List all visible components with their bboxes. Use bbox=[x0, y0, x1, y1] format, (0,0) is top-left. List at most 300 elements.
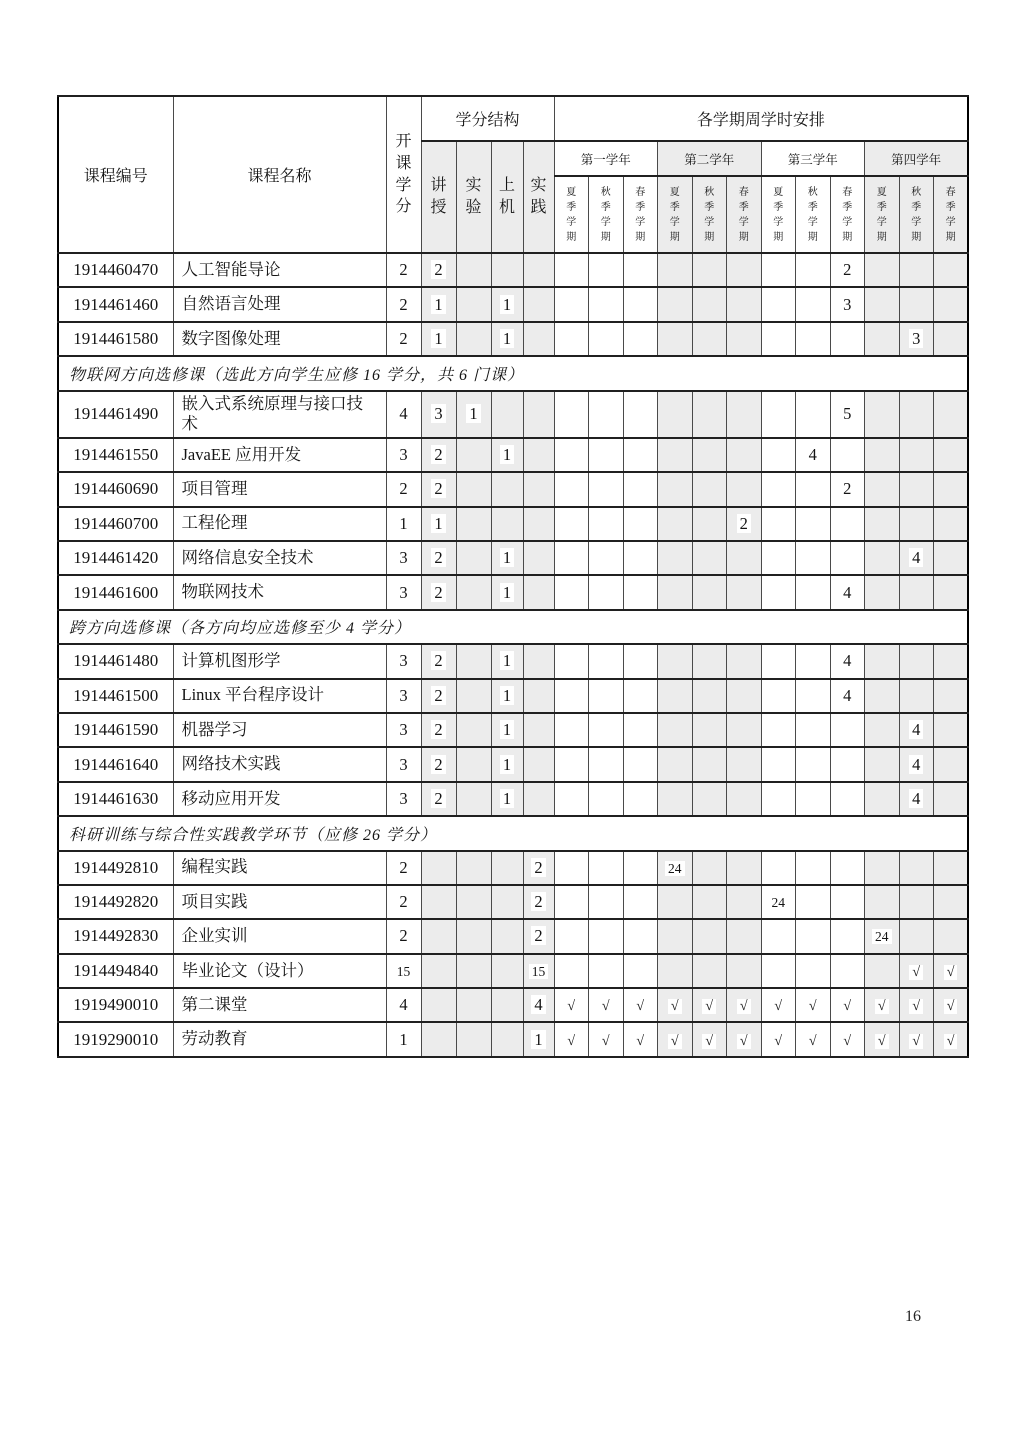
schedule-cell bbox=[727, 919, 762, 953]
structure-col-label: 讲授 bbox=[430, 177, 447, 216]
schedule-cell bbox=[727, 472, 762, 506]
header-year-1: 第一学年 bbox=[554, 141, 658, 176]
schedule-cell bbox=[727, 713, 762, 747]
schedule-cell: 3 bbox=[830, 287, 865, 321]
schedule-cell bbox=[692, 541, 727, 575]
header-semester: 秋季学期 bbox=[899, 176, 934, 253]
structure-cell: 1 bbox=[491, 287, 523, 321]
schedule-cell bbox=[623, 747, 658, 781]
course-name-cell: 第二课堂 bbox=[173, 988, 386, 1022]
schedule-cell bbox=[865, 391, 900, 438]
structure-cell bbox=[523, 644, 554, 678]
course-id-cell: 1914492830 bbox=[58, 919, 173, 953]
schedule-cell bbox=[623, 679, 658, 713]
schedule-cell bbox=[589, 472, 624, 506]
structure-cell: 1 bbox=[491, 644, 523, 678]
header-year-3: 第三学年 bbox=[761, 141, 865, 176]
schedule-cell bbox=[761, 954, 796, 988]
structure-cell bbox=[491, 885, 523, 919]
schedule-cell bbox=[796, 472, 831, 506]
credits-cell: 3 bbox=[386, 713, 421, 747]
structure-cell bbox=[491, 472, 523, 506]
schedule-cell bbox=[899, 679, 934, 713]
structure-cell bbox=[456, 782, 491, 816]
table-header bbox=[58, 96, 968, 253]
course-row bbox=[58, 472, 968, 506]
schedule-cell: √ bbox=[761, 988, 796, 1022]
schedule-cell bbox=[589, 287, 624, 321]
schedule-cell bbox=[796, 322, 831, 356]
schedule-cell bbox=[761, 253, 796, 287]
schedule-cell bbox=[796, 391, 831, 438]
table-body bbox=[58, 253, 968, 1057]
schedule-cell: √ bbox=[727, 988, 762, 1022]
schedule-cell bbox=[934, 287, 969, 321]
course-row bbox=[58, 1022, 968, 1056]
structure-cell bbox=[523, 287, 554, 321]
schedule-cell: 4 bbox=[830, 644, 865, 678]
schedule-cell bbox=[692, 851, 727, 885]
schedule-cell bbox=[658, 679, 693, 713]
schedule-cell bbox=[796, 541, 831, 575]
schedule-cell bbox=[554, 575, 589, 609]
schedule-cell bbox=[692, 575, 727, 609]
schedule-cell bbox=[692, 287, 727, 321]
schedule-cell bbox=[761, 438, 796, 472]
header-semester: 春季学期 bbox=[623, 176, 658, 253]
structure-cell: 15 bbox=[523, 954, 554, 988]
structure-cell bbox=[456, 644, 491, 678]
header-course-id: 课程编号 bbox=[58, 96, 173, 253]
curriculum-table bbox=[57, 95, 969, 1058]
course-name-cell: 劳动教育 bbox=[173, 1022, 386, 1056]
course-name-cell: 项目实践 bbox=[173, 885, 386, 919]
credits-cell: 3 bbox=[386, 747, 421, 781]
credits-cell: 2 bbox=[386, 885, 421, 919]
schedule-cell bbox=[727, 644, 762, 678]
schedule-cell: √ bbox=[934, 988, 969, 1022]
schedule-cell bbox=[830, 782, 865, 816]
schedule-cell bbox=[623, 713, 658, 747]
schedule-cell bbox=[554, 782, 589, 816]
structure-cell bbox=[456, 919, 491, 953]
schedule-cell bbox=[589, 782, 624, 816]
schedule-cell bbox=[830, 322, 865, 356]
structure-cell bbox=[456, 507, 491, 541]
schedule-cell: √ bbox=[796, 988, 831, 1022]
structure-cell bbox=[421, 885, 456, 919]
structure-cell: 1 bbox=[456, 391, 491, 438]
section-row bbox=[58, 610, 968, 644]
structure-cell bbox=[456, 954, 491, 988]
section-label: 跨方向选修课（各方向均应选修至少 4 学分） bbox=[58, 610, 968, 644]
structure-cell: 1 bbox=[523, 1022, 554, 1056]
schedule-cell bbox=[865, 507, 900, 541]
schedule-cell bbox=[658, 782, 693, 816]
schedule-cell bbox=[692, 438, 727, 472]
schedule-cell: √ bbox=[589, 1022, 624, 1056]
course-row bbox=[58, 391, 968, 438]
schedule-cell bbox=[727, 541, 762, 575]
schedule-cell bbox=[727, 782, 762, 816]
schedule-cell bbox=[899, 885, 934, 919]
credits-cell: 3 bbox=[386, 644, 421, 678]
schedule-cell bbox=[589, 253, 624, 287]
schedule-cell bbox=[692, 391, 727, 438]
course-id-cell: 1914461600 bbox=[58, 575, 173, 609]
course-name-cell: 人工智能导论 bbox=[173, 253, 386, 287]
schedule-cell bbox=[623, 885, 658, 919]
schedule-cell bbox=[623, 253, 658, 287]
schedule-cell: √ bbox=[830, 1022, 865, 1056]
structure-cell: 2 bbox=[523, 851, 554, 885]
course-name-cell: JavaEE 应用开发 bbox=[173, 438, 386, 472]
schedule-cell: 24 bbox=[658, 851, 693, 885]
header-course-name: 课程名称 bbox=[173, 96, 386, 253]
schedule-cell: 2 bbox=[727, 507, 762, 541]
schedule-cell bbox=[796, 919, 831, 953]
schedule-cell bbox=[554, 472, 589, 506]
structure-cell bbox=[523, 322, 554, 356]
credits-cell: 2 bbox=[386, 851, 421, 885]
schedule-cell bbox=[761, 644, 796, 678]
structure-cell: 2 bbox=[421, 747, 456, 781]
schedule-cell bbox=[692, 919, 727, 953]
structure-cell bbox=[523, 713, 554, 747]
schedule-cell bbox=[796, 575, 831, 609]
schedule-cell bbox=[865, 644, 900, 678]
schedule-cell bbox=[934, 679, 969, 713]
schedule-cell bbox=[727, 885, 762, 919]
course-name-cell: 移动应用开发 bbox=[173, 782, 386, 816]
schedule-cell bbox=[796, 507, 831, 541]
course-id-cell: 1914492810 bbox=[58, 851, 173, 885]
course-id-cell: 1914461580 bbox=[58, 322, 173, 356]
schedule-cell: 4 bbox=[899, 713, 934, 747]
course-row bbox=[58, 954, 968, 988]
course-name-cell: 编程实践 bbox=[173, 851, 386, 885]
schedule-cell bbox=[623, 851, 658, 885]
structure-cell bbox=[421, 954, 456, 988]
schedule-cell bbox=[934, 782, 969, 816]
course-id-cell: 1914492820 bbox=[58, 885, 173, 919]
schedule-cell bbox=[865, 851, 900, 885]
header-credits-label: 开课学分 bbox=[395, 133, 412, 216]
schedule-cell bbox=[796, 885, 831, 919]
structure-cell: 1 bbox=[491, 679, 523, 713]
credits-cell: 2 bbox=[386, 919, 421, 953]
header-credits bbox=[386, 96, 421, 253]
course-id-cell: 1914494840 bbox=[58, 954, 173, 988]
structure-cell bbox=[456, 713, 491, 747]
schedule-cell bbox=[658, 322, 693, 356]
schedule-cell bbox=[865, 541, 900, 575]
structure-cell bbox=[523, 575, 554, 609]
schedule-cell: √ bbox=[934, 1022, 969, 1056]
schedule-cell bbox=[658, 253, 693, 287]
schedule-cell bbox=[830, 919, 865, 953]
schedule-cell bbox=[554, 287, 589, 321]
course-id-cell: 1914461550 bbox=[58, 438, 173, 472]
schedule-cell bbox=[830, 507, 865, 541]
schedule-cell bbox=[727, 322, 762, 356]
schedule-cell bbox=[692, 954, 727, 988]
structure-cell: 1 bbox=[421, 322, 456, 356]
course-id-cell: 1914461640 bbox=[58, 747, 173, 781]
schedule-cell bbox=[934, 507, 969, 541]
header-semester: 夏季学期 bbox=[761, 176, 796, 253]
schedule-cell bbox=[865, 438, 900, 472]
schedule-cell: 4 bbox=[899, 541, 934, 575]
schedule-cell: 2 bbox=[830, 253, 865, 287]
schedule-cell: 24 bbox=[761, 885, 796, 919]
course-name-cell: Linux 平台程序设计 bbox=[173, 679, 386, 713]
schedule-cell bbox=[692, 713, 727, 747]
schedule-cell: √ bbox=[589, 988, 624, 1022]
schedule-cell bbox=[727, 253, 762, 287]
structure-cell bbox=[491, 988, 523, 1022]
header-semester: 春季学期 bbox=[830, 176, 865, 253]
structure-cell bbox=[456, 747, 491, 781]
course-row bbox=[58, 541, 968, 575]
schedule-cell bbox=[865, 287, 900, 321]
schedule-cell bbox=[761, 391, 796, 438]
course-id-cell: 1914461500 bbox=[58, 679, 173, 713]
schedule-cell: 5 bbox=[830, 391, 865, 438]
schedule-cell bbox=[796, 713, 831, 747]
schedule-cell bbox=[865, 472, 900, 506]
structure-cell bbox=[523, 391, 554, 438]
course-row bbox=[58, 782, 968, 816]
schedule-cell bbox=[658, 644, 693, 678]
schedule-cell bbox=[934, 541, 969, 575]
course-row bbox=[58, 885, 968, 919]
course-name-cell: 工程伦理 bbox=[173, 507, 386, 541]
schedule-cell bbox=[589, 679, 624, 713]
structure-cell bbox=[491, 507, 523, 541]
structure-cell: 1 bbox=[491, 541, 523, 575]
schedule-cell bbox=[658, 391, 693, 438]
schedule-cell bbox=[658, 885, 693, 919]
schedule-cell bbox=[761, 713, 796, 747]
schedule-cell bbox=[589, 575, 624, 609]
schedule-cell bbox=[727, 438, 762, 472]
schedule-cell bbox=[934, 472, 969, 506]
schedule-cell: 24 bbox=[865, 919, 900, 953]
schedule-cell: 3 bbox=[899, 322, 934, 356]
structure-cell bbox=[523, 782, 554, 816]
schedule-cell bbox=[899, 391, 934, 438]
header-semester: 秋季学期 bbox=[796, 176, 831, 253]
schedule-cell: √ bbox=[796, 1022, 831, 1056]
course-name-cell: 嵌入式系统原理与接口技术 bbox=[173, 391, 386, 438]
structure-cell bbox=[421, 988, 456, 1022]
structure-cell bbox=[523, 541, 554, 575]
schedule-cell bbox=[623, 644, 658, 678]
schedule-cell bbox=[796, 851, 831, 885]
schedule-cell bbox=[658, 472, 693, 506]
schedule-cell bbox=[761, 322, 796, 356]
structure-cell bbox=[456, 575, 491, 609]
structure-cell: 1 bbox=[491, 782, 523, 816]
schedule-cell bbox=[934, 747, 969, 781]
schedule-cell bbox=[554, 322, 589, 356]
schedule-cell bbox=[554, 253, 589, 287]
schedule-cell bbox=[934, 713, 969, 747]
structure-cell: 3 bbox=[421, 391, 456, 438]
schedule-cell bbox=[865, 322, 900, 356]
schedule-cell bbox=[623, 391, 658, 438]
header-semester: 夏季学期 bbox=[658, 176, 693, 253]
schedule-cell bbox=[865, 575, 900, 609]
structure-cell: 1 bbox=[491, 575, 523, 609]
course-row bbox=[58, 679, 968, 713]
structure-cell bbox=[456, 472, 491, 506]
schedule-cell bbox=[554, 541, 589, 575]
schedule-cell bbox=[865, 679, 900, 713]
schedule-cell bbox=[761, 919, 796, 953]
schedule-cell bbox=[865, 713, 900, 747]
schedule-cell: √ bbox=[899, 988, 934, 1022]
schedule-cell bbox=[658, 954, 693, 988]
structure-cell bbox=[523, 438, 554, 472]
schedule-cell bbox=[692, 679, 727, 713]
schedule-cell bbox=[899, 507, 934, 541]
schedule-cell bbox=[692, 747, 727, 781]
schedule-cell bbox=[796, 253, 831, 287]
schedule-cell bbox=[554, 747, 589, 781]
schedule-cell bbox=[934, 644, 969, 678]
schedule-cell bbox=[727, 747, 762, 781]
structure-cell bbox=[491, 253, 523, 287]
course-name-cell: 网络信息安全技术 bbox=[173, 541, 386, 575]
header-structure-col-lecture bbox=[421, 141, 456, 253]
structure-cell: 2 bbox=[421, 472, 456, 506]
schedule-cell bbox=[589, 391, 624, 438]
header-semester: 秋季学期 bbox=[589, 176, 624, 253]
schedule-cell bbox=[727, 575, 762, 609]
schedule-cell bbox=[727, 851, 762, 885]
schedule-cell bbox=[589, 541, 624, 575]
schedule-cell: √ bbox=[658, 1022, 693, 1056]
section-row bbox=[58, 816, 968, 850]
schedule-cell bbox=[796, 782, 831, 816]
structure-cell: 4 bbox=[523, 988, 554, 1022]
course-id-cell: 1919290010 bbox=[58, 1022, 173, 1056]
structure-cell bbox=[491, 851, 523, 885]
schedule-cell bbox=[658, 541, 693, 575]
header-semester: 春季学期 bbox=[934, 176, 969, 253]
schedule-cell bbox=[934, 322, 969, 356]
credits-cell: 2 bbox=[386, 253, 421, 287]
schedule-cell: √ bbox=[623, 988, 658, 1022]
header-semester: 秋季学期 bbox=[692, 176, 727, 253]
structure-cell bbox=[456, 322, 491, 356]
schedule-cell bbox=[692, 322, 727, 356]
course-name-cell: 企业实训 bbox=[173, 919, 386, 953]
course-id-cell: 1914461630 bbox=[58, 782, 173, 816]
schedule-cell: √ bbox=[761, 1022, 796, 1056]
schedule-cell bbox=[692, 472, 727, 506]
schedule-cell bbox=[761, 472, 796, 506]
structure-cell bbox=[491, 919, 523, 953]
structure-col-label: 实践 bbox=[530, 177, 547, 216]
structure-cell bbox=[523, 507, 554, 541]
course-row bbox=[58, 575, 968, 609]
header-credit-structure: 学分结构 bbox=[421, 96, 554, 141]
course-name-cell: 机器学习 bbox=[173, 713, 386, 747]
section-label: 科研训练与综合性实践教学环节（应修 26 学分） bbox=[58, 816, 968, 850]
schedule-cell: √ bbox=[899, 1022, 934, 1056]
credits-cell: 3 bbox=[386, 541, 421, 575]
structure-col-label: 实验 bbox=[465, 177, 482, 216]
credits-cell: 3 bbox=[386, 679, 421, 713]
header-semester: 夏季学期 bbox=[554, 176, 589, 253]
credits-cell: 2 bbox=[386, 322, 421, 356]
structure-cell: 1 bbox=[421, 287, 456, 321]
credits-cell: 3 bbox=[386, 782, 421, 816]
course-row bbox=[58, 253, 968, 287]
schedule-cell bbox=[658, 919, 693, 953]
structure-cell bbox=[491, 954, 523, 988]
schedule-cell bbox=[623, 438, 658, 472]
schedule-cell bbox=[589, 919, 624, 953]
credits-cell: 3 bbox=[386, 438, 421, 472]
schedule-cell bbox=[623, 919, 658, 953]
section-label: 物联网方向选修课（选此方向学生应修 16 学分，共 6 门课） bbox=[58, 356, 968, 390]
schedule-cell bbox=[761, 782, 796, 816]
schedule-cell bbox=[658, 575, 693, 609]
schedule-cell: √ bbox=[727, 1022, 762, 1056]
schedule-cell bbox=[589, 851, 624, 885]
course-row bbox=[58, 287, 968, 321]
structure-cell: 2 bbox=[421, 782, 456, 816]
schedule-cell bbox=[554, 644, 589, 678]
schedule-cell bbox=[623, 575, 658, 609]
course-id-cell: 1914460690 bbox=[58, 472, 173, 506]
structure-cell: 1 bbox=[491, 322, 523, 356]
schedule-cell bbox=[899, 438, 934, 472]
schedule-cell bbox=[899, 472, 934, 506]
structure-cell: 2 bbox=[421, 253, 456, 287]
schedule-cell bbox=[623, 472, 658, 506]
schedule-cell bbox=[554, 438, 589, 472]
schedule-cell bbox=[658, 438, 693, 472]
course-row bbox=[58, 851, 968, 885]
schedule-cell bbox=[623, 287, 658, 321]
schedule-cell: 2 bbox=[830, 472, 865, 506]
schedule-cell bbox=[899, 253, 934, 287]
course-name-cell: 计算机图形学 bbox=[173, 644, 386, 678]
structure-cell bbox=[456, 1022, 491, 1056]
schedule-cell bbox=[589, 713, 624, 747]
schedule-cell bbox=[899, 575, 934, 609]
schedule-cell bbox=[554, 851, 589, 885]
schedule-cell bbox=[589, 885, 624, 919]
schedule-cell: √ bbox=[554, 1022, 589, 1056]
structure-cell: 2 bbox=[523, 919, 554, 953]
schedule-cell bbox=[830, 713, 865, 747]
schedule-cell bbox=[623, 954, 658, 988]
credits-cell: 15 bbox=[386, 954, 421, 988]
schedule-cell bbox=[865, 782, 900, 816]
schedule-cell bbox=[899, 851, 934, 885]
schedule-cell bbox=[830, 954, 865, 988]
credits-cell: 2 bbox=[386, 287, 421, 321]
schedule-cell: √ bbox=[899, 954, 934, 988]
schedule-cell bbox=[830, 851, 865, 885]
schedule-cell bbox=[865, 954, 900, 988]
